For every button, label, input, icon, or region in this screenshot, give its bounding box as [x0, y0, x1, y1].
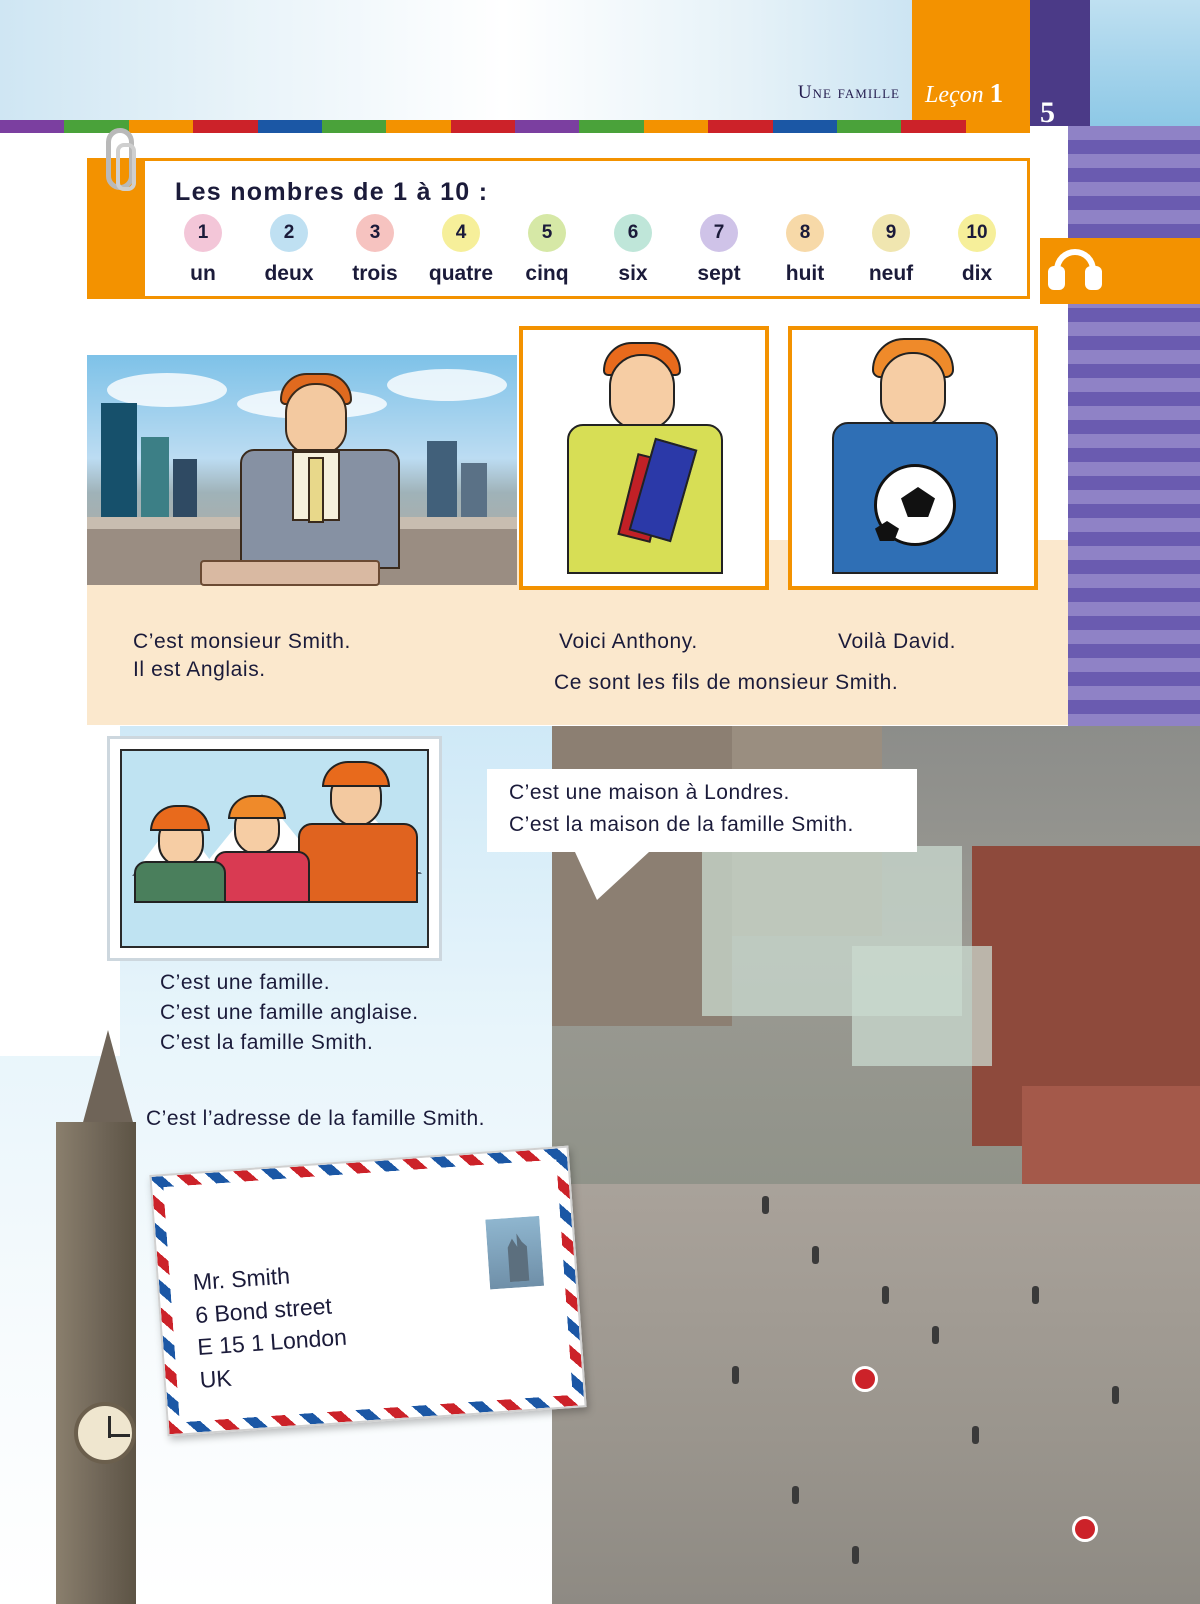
purple-stripe: [1068, 154, 1200, 168]
lesson-word: Leçon: [925, 82, 984, 108]
caption-sons: Ce sont les fils de monsieur Smith.: [554, 671, 899, 694]
number-circle: 10: [958, 214, 996, 252]
purple-stripe: [1068, 602, 1200, 616]
numbers-title: Les nombres de 1 à 10 :: [175, 178, 489, 206]
strip-segment: [386, 120, 450, 133]
number-circle: 5: [528, 214, 566, 252]
strip-segment: [644, 120, 708, 133]
right-purple-column: [1068, 126, 1200, 736]
purple-stripe: [1068, 518, 1200, 532]
number-cell: [934, 214, 1020, 286]
caption-mr-smith: C’est monsieur Smith. Il est Anglais.: [133, 630, 351, 682]
purple-stripe: [1068, 378, 1200, 392]
purple-stripe: [1068, 182, 1200, 196]
strip-segment: [837, 120, 901, 133]
number-cell: [848, 214, 934, 286]
strip-segment: [258, 120, 322, 133]
purple-stripe: [1068, 490, 1200, 504]
purple-stripe: [1068, 322, 1200, 336]
strip-segment: [515, 120, 579, 133]
purple-stripe: [1068, 574, 1200, 588]
number-word: dix: [961, 262, 993, 285]
purple-stripe: [1068, 630, 1200, 644]
lower-left-white: [0, 726, 120, 1056]
illustration-mr-smith: [230, 365, 410, 585]
strip-segment: [129, 120, 193, 133]
number-circle: 9: [872, 214, 910, 252]
purple-stripe: [1068, 546, 1200, 560]
number-circle: 1: [184, 214, 222, 252]
number-cell: [160, 214, 246, 286]
numbers-row: [160, 214, 1020, 286]
strip-segment: [708, 120, 772, 133]
purple-stripe: [1068, 126, 1200, 140]
number-word: cinq: [525, 262, 569, 285]
audio-icon-banner: [1040, 238, 1200, 304]
purple-stripe: [1068, 462, 1200, 476]
number-circle: 6: [614, 214, 652, 252]
photo-anthony: [519, 326, 769, 590]
number-word: sept: [697, 262, 741, 285]
header-purple-block: [1030, 0, 1090, 126]
number-word: quatre: [428, 262, 494, 285]
photo-david: [788, 326, 1038, 590]
color-strip: [0, 120, 1030, 133]
number-word: huit: [785, 262, 825, 285]
number-cell: [590, 214, 676, 286]
strip-segment: [773, 120, 837, 133]
number-circle: 8: [786, 214, 824, 252]
tower-stamp-icon: [481, 1212, 548, 1294]
number-word: un: [190, 262, 216, 285]
envelope: [149, 1146, 586, 1437]
number-cell: [418, 214, 504, 286]
purple-stripe: [1068, 210, 1200, 224]
number-word: trois: [352, 262, 398, 285]
number-cell: [504, 214, 590, 286]
football-icon: [874, 464, 956, 546]
illustration-desk: [200, 560, 380, 586]
number-circle: 4: [442, 214, 480, 252]
strip-segment: [451, 120, 515, 133]
strip-segment: [322, 120, 386, 133]
purple-stripe: [1068, 686, 1200, 700]
strip-segment: [966, 120, 1030, 133]
number-cell: [332, 214, 418, 286]
number-circle: 3: [356, 214, 394, 252]
caption-david: Voilà David.: [838, 630, 957, 653]
number-circle: 7: [700, 214, 738, 252]
number-word: deux: [264, 262, 314, 285]
purple-stripe: [1068, 658, 1200, 672]
strip-segment: [0, 120, 64, 133]
speech-bubble-house: C’est une maison à Londres. C’est la maison de la famille Smith.: [487, 769, 917, 852]
caption-address: C’est l’adresse de la famille Smith.: [146, 1107, 485, 1130]
clock-face-icon: [74, 1402, 136, 1464]
number-cell: [246, 214, 332, 286]
caption-anthony: Voici Anthony.: [559, 630, 698, 653]
header-sky-right: [1090, 0, 1200, 126]
number-circle: 2: [270, 214, 308, 252]
speech-bubble-tail: [575, 852, 649, 900]
purple-stripe: [1068, 406, 1200, 420]
strip-segment: [579, 120, 643, 133]
lesson-label: [925, 78, 1003, 109]
envelope-address: Mr. Smith 6 Bond street E 15 1 London UK: [192, 1262, 348, 1393]
number-cell: [762, 214, 848, 286]
page-number: 5: [1040, 96, 1055, 129]
purple-stripe: [1068, 434, 1200, 448]
number-word: six: [618, 262, 648, 285]
number-cell: [676, 214, 762, 286]
headphones-icon: [1048, 249, 1102, 293]
strip-segment: [901, 120, 965, 133]
number-word: neuf: [868, 262, 914, 285]
unit-title: Une famille: [797, 82, 900, 103]
photo-london-street: [552, 726, 1200, 1604]
lesson-number: 1: [989, 78, 1004, 108]
purple-stripe: [1068, 350, 1200, 364]
caption-family: C’est une famille. C’est une famille anglaise. C’est la famille Smith.: [160, 971, 419, 1054]
photo-family: [107, 736, 442, 961]
strip-segment: [193, 120, 257, 133]
paperclip-icon: [106, 128, 134, 190]
